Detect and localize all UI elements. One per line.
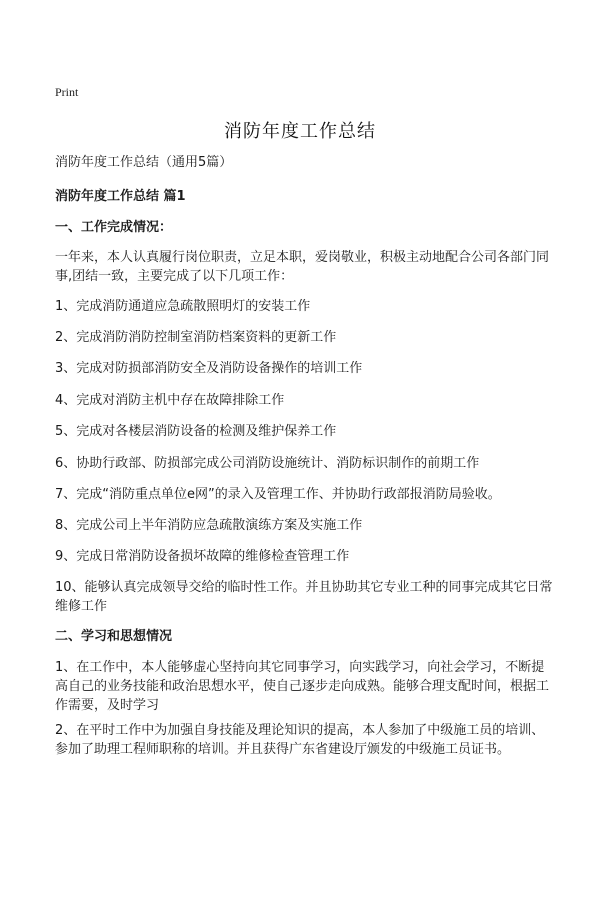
- study-paragraph: 2、在平时工作中为加强自身技能及理论知识的提高，本人参加了中级施工员的培训、参加了助理工程师职称的培训。并且获得广东省建设厅颁发的中级施工员证书。: [55, 723, 545, 757]
- list-item: 10、能够认真完成领导交给的临时性工作。并且协助其它专业工种的同事完成其它日常维修工作: [55, 580, 553, 614]
- document-title: 消防年度工作总结: [224, 121, 376, 142]
- list-item: 6、协助行政部、防损部完成公司消防设施统计、消防标识制作的前期工作: [55, 456, 480, 471]
- list-item: 7、完成“消防重点单位e网”的录入及管理工作、并协助行政部报消防局验收。: [55, 487, 501, 502]
- section-heading-study: 二、学习和思想情况: [55, 629, 173, 644]
- study-paragraph: 1、在工作中，本人能够虚心坚持向其它同事学习，向实践学习，向社会学习，不断提高自己的业务技能和政治思想水平，使自己逐步走向成熟。能够合理支配时间，根据工作需要，及时学习: [55, 660, 550, 713]
- print-label: Print: [55, 85, 79, 99]
- document-subtitle: 消防年度工作总结（通用5篇）: [55, 155, 233, 170]
- section-heading-work: 一、工作完成情况：: [55, 220, 173, 235]
- list-item: 8、完成公司上半年消防应急疏散演练方案及实施工作: [55, 518, 363, 533]
- list-item: 3、完成对防损部消防安全及消防设备操作的培训工作: [55, 361, 363, 376]
- list-item: 9、完成日常消防设备损坏故障的维修检查管理工作: [55, 549, 350, 564]
- intro-paragraph: 一年来，本人认真履行岗位职责，立足本职，爱岗敬业，积极主动地配合公司各部门同事,团结一致，主要完成了以下几项工作：: [55, 250, 550, 284]
- list-item: 2、完成消防消防控制室消防档案资料的更新工作: [55, 330, 337, 345]
- list-item: 4、完成对消防主机中存在故障排除工作: [55, 393, 285, 408]
- list-item: 5、完成对各楼层消防设备的检测及维护保养工作: [55, 424, 337, 439]
- list-item: 1、完成消防通道应急疏散照明灯的安装工作: [55, 299, 311, 314]
- article-heading: 消防年度工作总结 篇1: [55, 189, 186, 204]
